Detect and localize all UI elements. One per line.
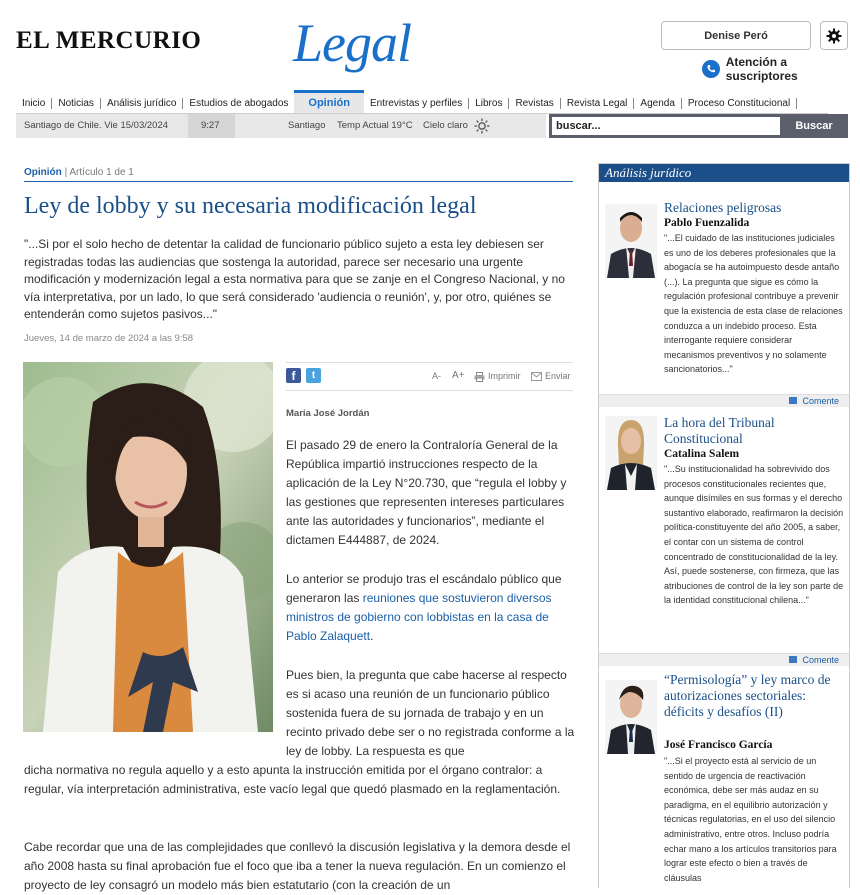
user-account-button[interactable]: Denise Peró [661, 21, 811, 50]
facebook-share-button[interactable]: f [286, 368, 301, 383]
nav-item-entrevistas-y-perfiles[interactable]: Entrevistas y perfiles [364, 98, 469, 109]
nav-item-proceso-constitucional[interactable]: Proceso Constitucional [682, 98, 797, 109]
sidebar-article-title[interactable]: La hora del Tribunal Constitucional [664, 415, 775, 446]
comment-link[interactable]: Comente [802, 655, 839, 665]
paragraph-2-text: Lo anterior se produjo tras el escándalo público que generaron las [286, 572, 562, 605]
comment-bar [599, 653, 849, 666]
breadcrumb-section[interactable]: Opinión [24, 167, 62, 178]
columnist-photo [605, 680, 657, 754]
nav-item-inicio[interactable]: Inicio [16, 98, 52, 109]
search-bar [549, 114, 848, 138]
nav-item-revista-legal[interactable]: Revista Legal [561, 98, 635, 109]
author-photo [23, 362, 273, 732]
breadcrumb [24, 167, 134, 178]
article-counter: Artículo 1 de 1 [69, 167, 134, 178]
nav-item-revistas[interactable]: Revistas [509, 98, 560, 109]
comment-link[interactable]: Comente [802, 396, 839, 406]
comment-bar [599, 394, 849, 407]
sidebar-article-quote: "...Su institucionalidad ha sobrevivido dos procesos constitucionales recientes que, aunque disímiles en sus formas y el derecho sustantivo elaborado, reafirmaron la decisión política-constituyente del año 2005, a saber, el contar con un sistema de control concentrado de constitucionalidad de la ley. Así, puede sostenerse, con firmeza, que las atribuciones de control de la ley son parte de la identidad constitucional chilena..." [664, 464, 844, 606]
sidebar-article-title[interactable]: “Permisología” y ley marco de autorizaciones sectoriales: déficits y desafíos (II) [664, 672, 831, 719]
article-toolbar [286, 362, 573, 391]
sun-icon [474, 118, 490, 134]
nav-item-opinion[interactable]: Opinión [294, 90, 364, 113]
mail-icon [531, 372, 542, 381]
paragraph-3: Pues bien, la pregunta que cabe hacerse al respecto es si acaso una reunión de un funcionario público sostenida fuera de su jornada de trabajo y en un recinto privado debe ser o no registrada conforme a la ley de lobby. La respuesta es que [286, 668, 575, 758]
paragraph-2-end: . [370, 629, 374, 643]
gear-icon [826, 28, 842, 44]
search-button[interactable]: Buscar [795, 120, 833, 132]
sidebar-article-author: Catalina Salem [664, 448, 740, 460]
sidebar-heading: Análisis jurídico [599, 164, 849, 182]
paragraph-2 [286, 570, 576, 646]
twitter-share-button[interactable]: t [306, 368, 321, 383]
columnist-photo [605, 204, 657, 278]
info-bar [16, 114, 546, 138]
current-date: Santiago de Chile. Vie 15/03/2024 [24, 120, 169, 131]
sidebar-analisis-juridico [598, 163, 850, 888]
header [0, 0, 860, 90]
paragraph-1: El pasado 29 de enero la Contraloría General de la República impartió instrucciones respecto de la aplicación de la Ley N°20.730, que “regula el lobby y las gestiones que representen intereses particulares ante las autoridades y funcionarios”, mediante el dictamen E444887, de 2024. [286, 438, 567, 547]
phone-icon [702, 60, 720, 78]
weather-temp: Temp Actual 19°C [337, 120, 413, 131]
sidebar-article-author: Pablo Fuenzalida [664, 217, 750, 229]
sidebar-article-item [599, 670, 849, 888]
nav-item-estudios-de-abogados[interactable]: Estudios de abogados [189, 97, 289, 109]
article-title: Ley de lobby y su necesaria modificación legal [24, 193, 477, 219]
breadcrumb-separator: | [64, 167, 70, 178]
nav-item-noticias[interactable]: Noticias [52, 98, 101, 109]
print-icon [474, 372, 485, 382]
nav-item-analisis-juridico[interactable]: Análisis jurídico [101, 98, 183, 109]
sidebar-article-title[interactable]: Relaciones peligrosas [664, 200, 782, 215]
search-input[interactable]: buscar... [552, 117, 780, 135]
nav-item-agenda[interactable]: Agenda [634, 98, 681, 109]
article-inline-link[interactable]: reuniones que sostuvieron diversos ministros de gobierno con lobbistas en la casa de Pablo Zalaquett [286, 591, 552, 643]
font-decrease-button[interactable]: A- [432, 371, 441, 381]
article-lead: "...Si por el solo hecho de detentar la calidad de funcionario público sujeto a esta ley debiesen ser registradas todas las audiencias que sostenga la autoridad, parece ser necesario una urgente modificación y modernización legal a esta normativa para que se zanje en el Congreso Nacional, y no vía interpretativa, por un lado, lo que será considerado 'audiencia o reunión', y, por otro, quiénes se entenderán como sujetos pasivos..." [24, 237, 565, 321]
font-increase-button[interactable]: A+ [452, 370, 465, 381]
legal-logo[interactable]: Legal [293, 13, 412, 73]
paragraph-3-continued: dicha normativa no regula aquello y a esto apunta la instrucción emitida por el órgano contralor: a regular, vía interpretación administrativa, este vacío legal que quedó plasmado en la reglamentación. [24, 763, 561, 796]
print-button[interactable]: Imprimir [488, 371, 521, 381]
columnist-photo [605, 416, 657, 490]
nav-item-libros[interactable]: Libros [469, 98, 509, 109]
weather-sky: Cielo claro [423, 120, 468, 131]
paragraph-4: Cabe recordar que una de las complejidades que conllevó la discusión legislativa y la demora desde el año 2008 hasta su final aprobación fue el foco que iba a tener la nueva regulación. En un comienzo el proyecto de ley consagró un modelo más bien estatutario (con la creación de un [24, 840, 571, 892]
time-box [188, 114, 235, 138]
el-mercurio-logo[interactable]: EL MERCURIO [16, 27, 202, 54]
sidebar-article-author: José Francisco García [664, 739, 773, 751]
subscriber-support-label: Atención a suscriptores [725, 55, 798, 83]
comment-icon [789, 656, 797, 663]
sidebar-article-quote: "...El cuidado de las instituciones judiciales es uno de los deberes profesionales que la abogacía se ha autoimpuesto desde antaño (...). La pregunta que sigue es cómo la regulación profesional contribuye a prevenir que la existencia de esta clase de relaciones conduzca a un indebido proceso. Esta interrogante requiere considerar mecanismos preventivos y no solamente sancionatorios..." [664, 233, 843, 375]
article-author: María José Jordán [286, 408, 370, 419]
article-date: Jueves, 14 de marzo de 2024 a las 9:58 [24, 333, 194, 344]
comment-icon [789, 397, 797, 404]
breadcrumb-divider [24, 181, 573, 182]
settings-button[interactable] [820, 21, 848, 50]
sidebar-article-quote: "...Si el proyecto está al servicio de un sentido de urgencia de reactivación económica, debe ser más audaz en su paradigma, en el equilibrio autorización y técnicas regulatorias, en el uso del silencio administrativo, entre otros. Incluso podría echar mano a los artículos transitorios para lograr este efecto o bien a través de cláusulas [664, 756, 837, 883]
current-time: 9:27 [201, 120, 220, 131]
sidebar-article-item [599, 186, 849, 414]
main-nav [16, 93, 828, 114]
weather-city: Santiago [288, 120, 326, 131]
subscriber-support-link[interactable] [702, 55, 860, 83]
send-button[interactable]: Enviar [545, 371, 571, 381]
sidebar-article-item [599, 409, 849, 654]
